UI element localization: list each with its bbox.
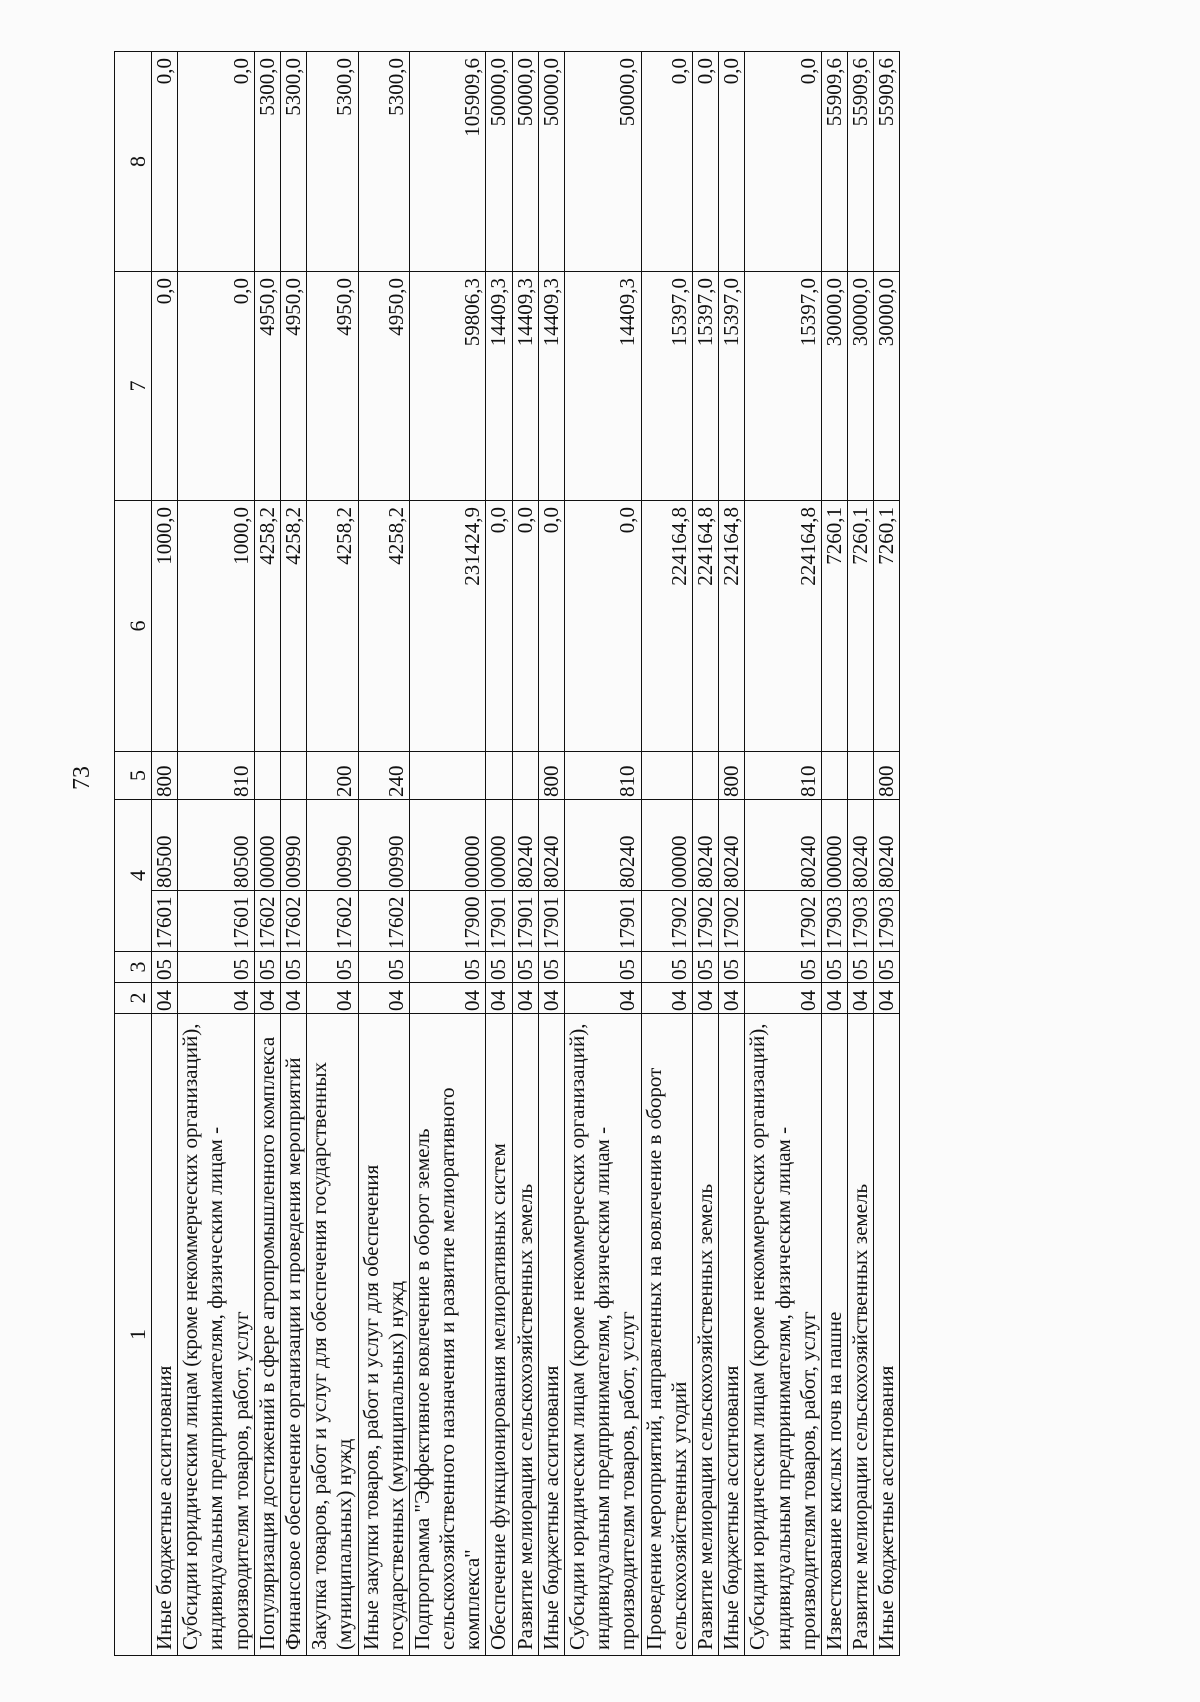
amount-col8-cell: 0,0 xyxy=(641,52,692,272)
amount-col6-cell: 7260,1 xyxy=(821,501,847,752)
amount-col7-cell: 14409,3 xyxy=(538,272,564,501)
section-code-cell: 04 xyxy=(692,983,718,1014)
amount-col6-cell: 7260,1 xyxy=(848,501,874,752)
table-row xyxy=(178,52,255,1656)
table-row xyxy=(254,52,280,1656)
amount-col7-cell: 59806,3 xyxy=(409,272,486,501)
amount-col8-cell: 0,0 xyxy=(692,52,718,272)
expense-type-cell: 810 xyxy=(178,752,255,800)
direction-code-cell: 00000 xyxy=(486,800,512,891)
direction-code-cell: 00000 xyxy=(641,800,692,891)
table-row xyxy=(874,52,900,1656)
expense-type-cell: 810 xyxy=(565,752,642,800)
table-header-row xyxy=(115,52,152,1656)
amount-col6-cell: 231424,9 xyxy=(409,501,486,752)
program-code-cell: 17903 xyxy=(848,891,874,952)
program-code-cell: 17903 xyxy=(821,891,847,952)
direction-code-cell: 80500 xyxy=(152,800,178,891)
program-code-cell: 17901 xyxy=(486,891,512,952)
amount-col6-cell: 0,0 xyxy=(486,501,512,752)
direction-code-cell: 00000 xyxy=(254,800,280,891)
row-name-cell: Финансовое обеспечение организации и проведения мероприятий xyxy=(280,1014,306,1656)
amount-col6-cell: 1000,0 xyxy=(152,501,178,752)
table-row xyxy=(565,52,642,1656)
expense-type-cell: 810 xyxy=(745,752,822,800)
row-name-cell: Иные бюджетные ассигнования xyxy=(719,1014,745,1656)
amount-col8-cell: 50000,0 xyxy=(565,52,642,272)
expense-type-cell xyxy=(280,752,306,800)
amount-col7-cell: 14409,3 xyxy=(512,272,538,501)
subsection-code-cell: 05 xyxy=(745,952,822,983)
subsection-code-cell: 05 xyxy=(358,952,409,983)
expense-type-cell: 800 xyxy=(538,752,564,800)
section-code-cell: 04 xyxy=(152,983,178,1014)
amount-col8-cell: 50000,0 xyxy=(538,52,564,272)
expense-type-cell: 240 xyxy=(358,752,409,800)
row-name-cell: Популяризация достижений в сфере агропромышленного комплекса xyxy=(254,1014,280,1656)
program-code-cell: 17903 xyxy=(874,891,900,952)
subsection-code-cell: 05 xyxy=(178,952,255,983)
section-code-cell: 04 xyxy=(358,983,409,1014)
amount-col8-cell: 0,0 xyxy=(152,52,178,272)
direction-code-cell: 00000 xyxy=(409,800,486,891)
amount-col6-cell: 7260,1 xyxy=(874,501,900,752)
table-row xyxy=(358,52,409,1656)
column-header-7: 7 xyxy=(115,272,152,501)
direction-code-cell: 80240 xyxy=(719,800,745,891)
amount-col6-cell: 4258,2 xyxy=(254,501,280,752)
amount-col8-cell: 55909,6 xyxy=(874,52,900,272)
subsection-code-cell: 05 xyxy=(565,952,642,983)
section-code-cell: 04 xyxy=(821,983,847,1014)
program-code-cell: 17902 xyxy=(719,891,745,952)
section-code-cell: 04 xyxy=(254,983,280,1014)
subsection-code-cell: 05 xyxy=(280,952,306,983)
subsection-code-cell: 05 xyxy=(538,952,564,983)
section-code-cell: 04 xyxy=(565,983,642,1014)
subsection-code-cell: 05 xyxy=(152,952,178,983)
rotated-table-wrapper xyxy=(114,52,1154,1656)
subsection-code-cell: 05 xyxy=(848,952,874,983)
column-header-6: 6 xyxy=(115,501,152,752)
section-code-cell: 04 xyxy=(486,983,512,1014)
amount-col7-cell: 15397,0 xyxy=(745,272,822,501)
amount-col8-cell: 0,0 xyxy=(719,52,745,272)
column-header-1: 1 xyxy=(115,1014,152,1656)
amount-col8-cell: 0,0 xyxy=(178,52,255,272)
program-code-cell: 17601 xyxy=(178,891,255,952)
row-name-cell: Развитие мелиорации сельскохозяйственных земель xyxy=(512,1014,538,1656)
section-code-cell: 04 xyxy=(641,983,692,1014)
expense-type-cell xyxy=(512,752,538,800)
amount-col6-cell: 224164,8 xyxy=(745,501,822,752)
section-code-cell: 04 xyxy=(307,983,358,1014)
expense-type-cell xyxy=(641,752,692,800)
subsection-code-cell: 05 xyxy=(641,952,692,983)
amount-col7-cell: 0,0 xyxy=(178,272,255,501)
program-code-cell: 17902 xyxy=(692,891,718,952)
subsection-code-cell: 05 xyxy=(486,952,512,983)
direction-code-cell: 80240 xyxy=(848,800,874,891)
expense-type-cell xyxy=(254,752,280,800)
expense-type-cell xyxy=(692,752,718,800)
expense-type-cell: 200 xyxy=(307,752,358,800)
amount-col7-cell: 0,0 xyxy=(152,272,178,501)
expense-type-cell xyxy=(848,752,874,800)
amount-col6-cell: 4258,2 xyxy=(358,501,409,752)
amount-col7-cell: 4950,0 xyxy=(358,272,409,501)
row-name-cell: Иные бюджетные ассигнования xyxy=(152,1014,178,1656)
column-header-4: 4 xyxy=(115,800,152,952)
program-code-cell: 17901 xyxy=(512,891,538,952)
row-name-cell: Обеспечение функционирования мелиоративных систем xyxy=(486,1014,512,1656)
amount-col6-cell: 0,0 xyxy=(512,501,538,752)
direction-code-cell: 80240 xyxy=(538,800,564,891)
row-name-cell: Иные закупки товаров, работ и услуг для обеспечения государственных (муниципальных) нужд xyxy=(358,1014,409,1656)
expense-type-cell xyxy=(821,752,847,800)
direction-code-cell: 80240 xyxy=(565,800,642,891)
direction-code-cell: 00990 xyxy=(307,800,358,891)
direction-code-cell: 00000 xyxy=(821,800,847,891)
section-code-cell: 04 xyxy=(745,983,822,1014)
program-code-cell: 17901 xyxy=(538,891,564,952)
amount-col8-cell: 5300,0 xyxy=(254,52,280,272)
section-code-cell: 04 xyxy=(512,983,538,1014)
budget-table xyxy=(114,51,900,1656)
section-code-cell: 04 xyxy=(178,983,255,1014)
subsection-code-cell: 05 xyxy=(821,952,847,983)
table-row xyxy=(307,52,358,1656)
amount-col6-cell: 0,0 xyxy=(538,501,564,752)
amount-col6-cell: 4258,2 xyxy=(280,501,306,752)
amount-col6-cell: 224164,8 xyxy=(692,501,718,752)
amount-col7-cell: 4950,0 xyxy=(280,272,306,501)
row-name-cell: Иные бюджетные ассигнования xyxy=(874,1014,900,1656)
amount-col6-cell: 224164,8 xyxy=(641,501,692,752)
table-row xyxy=(821,52,847,1656)
program-code-cell: 17601 xyxy=(152,891,178,952)
row-name-cell: Проведение мероприятий, направленных на вовлечение в оборот сельскохозяйственных угодий xyxy=(641,1014,692,1656)
amount-col7-cell: 15397,0 xyxy=(692,272,718,501)
row-name-cell: Субсидии юридическим лицам (кроме некоммерческих организаций), индивидуальным предпринимателям, физическим лицам - производителям товаров, работ, услуг xyxy=(178,1014,255,1656)
amount-col7-cell: 4950,0 xyxy=(254,272,280,501)
amount-col8-cell: 50000,0 xyxy=(512,52,538,272)
amount-col7-cell: 30000,0 xyxy=(848,272,874,501)
table-row xyxy=(719,52,745,1656)
amount-col7-cell: 14409,3 xyxy=(565,272,642,501)
expense-type-cell xyxy=(486,752,512,800)
table-row xyxy=(848,52,874,1656)
direction-code-cell: 00990 xyxy=(358,800,409,891)
row-name-cell: Известкование кислых почв на пашне xyxy=(821,1014,847,1656)
amount-col8-cell: 50000,0 xyxy=(486,52,512,272)
table-row xyxy=(692,52,718,1656)
amount-col7-cell: 30000,0 xyxy=(821,272,847,501)
amount-col7-cell: 15397,0 xyxy=(641,272,692,501)
subsection-code-cell: 05 xyxy=(719,952,745,983)
table-row xyxy=(641,52,692,1656)
column-header-2: 2 xyxy=(115,983,152,1014)
row-name-cell: Закупка товаров, работ и услуг для обеспечения государственных (муниципальных) нужд xyxy=(307,1014,358,1656)
column-header-8: 8 xyxy=(115,52,152,272)
expense-type-cell xyxy=(409,752,486,800)
expense-type-cell: 800 xyxy=(719,752,745,800)
page-number: 73 xyxy=(69,766,95,790)
amount-col6-cell: 1000,0 xyxy=(178,501,255,752)
table-row xyxy=(486,52,512,1656)
program-code-cell: 17602 xyxy=(307,891,358,952)
subsection-code-cell: 05 xyxy=(874,952,900,983)
amount-col6-cell: 4258,2 xyxy=(307,501,358,752)
column-header-3: 3 xyxy=(115,952,152,983)
program-code-cell: 17901 xyxy=(565,891,642,952)
table-row xyxy=(280,52,306,1656)
amount-col8-cell: 5300,0 xyxy=(358,52,409,272)
program-code-cell: 17902 xyxy=(745,891,822,952)
program-code-cell: 17602 xyxy=(280,891,306,952)
direction-code-cell: 80240 xyxy=(874,800,900,891)
amount-col8-cell: 105909,6 xyxy=(409,52,486,272)
amount-col8-cell: 5300,0 xyxy=(307,52,358,272)
row-name-cell: Подпрограмма "Эффективное вовлечение в оборот земель сельскохозяйственного назначения и развитие мелиоративного комплекса" xyxy=(409,1014,486,1656)
expense-type-cell: 800 xyxy=(874,752,900,800)
column-header-5: 5 xyxy=(115,752,152,800)
direction-code-cell: 80240 xyxy=(512,800,538,891)
subsection-code-cell: 05 xyxy=(307,952,358,983)
table-row xyxy=(512,52,538,1656)
amount-col8-cell: 55909,6 xyxy=(848,52,874,272)
amount-col8-cell: 0,0 xyxy=(745,52,822,272)
amount-col8-cell: 5300,0 xyxy=(280,52,306,272)
table-row xyxy=(745,52,822,1656)
amount-col6-cell: 0,0 xyxy=(565,501,642,752)
program-code-cell: 17602 xyxy=(358,891,409,952)
section-code-cell: 04 xyxy=(874,983,900,1014)
section-code-cell: 04 xyxy=(409,983,486,1014)
expense-type-cell: 800 xyxy=(152,752,178,800)
row-name-cell: Субсидии юридическим лицам (кроме некоммерческих организаций), индивидуальным предпринимателям, физическим лицам - производителям товаров, работ, услуг xyxy=(565,1014,642,1656)
amount-col7-cell: 4950,0 xyxy=(307,272,358,501)
table-row xyxy=(152,52,178,1656)
section-code-cell: 04 xyxy=(538,983,564,1014)
section-code-cell: 04 xyxy=(719,983,745,1014)
amount-col7-cell: 15397,0 xyxy=(719,272,745,501)
amount-col7-cell: 30000,0 xyxy=(874,272,900,501)
direction-code-cell: 80240 xyxy=(745,800,822,891)
row-name-cell: Развитие мелиорации сельскохозяйственных земель xyxy=(848,1014,874,1656)
subsection-code-cell: 05 xyxy=(254,952,280,983)
table-row xyxy=(409,52,486,1656)
row-name-cell: Иные бюджетные ассигнования xyxy=(538,1014,564,1656)
direction-code-cell: 80240 xyxy=(692,800,718,891)
row-name-cell: Субсидии юридическим лицам (кроме некоммерческих организаций), индивидуальным предпринимателям, физическим лицам - производителям товаров, работ, услуг xyxy=(745,1014,822,1656)
subsection-code-cell: 05 xyxy=(692,952,718,983)
direction-code-cell: 80500 xyxy=(178,800,255,891)
program-code-cell: 17902 xyxy=(641,891,692,952)
section-code-cell: 04 xyxy=(848,983,874,1014)
amount-col8-cell: 55909,6 xyxy=(821,52,847,272)
subsection-code-cell: 05 xyxy=(512,952,538,983)
program-code-cell: 17900 xyxy=(409,891,486,952)
table-row xyxy=(538,52,564,1656)
row-name-cell: Развитие мелиорации сельскохозяйственных земель xyxy=(692,1014,718,1656)
direction-code-cell: 00990 xyxy=(280,800,306,891)
program-code-cell: 17602 xyxy=(254,891,280,952)
section-code-cell: 04 xyxy=(280,983,306,1014)
amount-col6-cell: 224164,8 xyxy=(719,501,745,752)
amount-col7-cell: 14409,3 xyxy=(486,272,512,501)
subsection-code-cell: 05 xyxy=(409,952,486,983)
